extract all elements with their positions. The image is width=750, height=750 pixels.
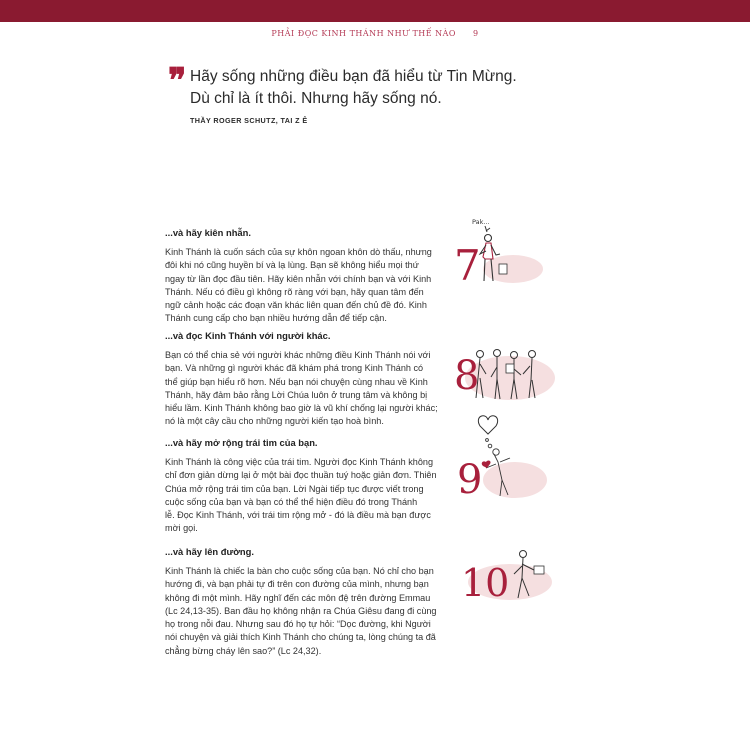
section-title: ...và hãy lên đường. — [165, 546, 254, 557]
body-line: không đi một mình. Hãy nghĩ đến các môn đệ trên đường Emmau — [165, 592, 431, 603]
body-line: Thánh, hãy đảm bảo rằng Lời Chúa luôn ở trung tâm và không bị — [165, 389, 428, 400]
body-line: ngữ cảnh hoặc các đoạn văn khác liên quan đến chủ đề đó. Kinh — [165, 300, 427, 311]
section-body — [165, 349, 450, 429]
body-line: Chúa mở rộng trái tim của bạn. Lời Ngài tiếp tục được viết trong — [165, 483, 424, 494]
section-number: 9 — [457, 457, 483, 503]
open-heart-icon — [450, 408, 560, 508]
body-line: Kinh Thánh là chiếc la bàn cho cuộc sống của bạn. Nó chỉ cho bạn — [165, 566, 434, 576]
section-9 — [165, 437, 450, 536]
section-title: ...và hãy kiên nhẫn. — [165, 227, 251, 238]
running-title: PHẢI ĐỌC KINH THÁNH NHƯ THẾ NÀO — [271, 29, 456, 38]
section-number: 10 — [461, 561, 510, 605]
quote-text — [190, 66, 517, 110]
header-bar — [0, 0, 750, 22]
quote-line: Hãy sống những điều bạn đã hiểu từ Tin Mừng. — [190, 68, 517, 85]
body-line: ngay từ lần đọc đầu tiên. Hãy kiên nhẫn với chính bạn và với Kinh — [165, 273, 432, 284]
quote-author: THẦY ROGER SCHUTZ, TAI Z Ê — [190, 116, 308, 125]
illustration-caption: Pak... — [472, 218, 490, 226]
body-line: hướng đi, và bạn phải tự đi trên con đường của mình, nhưng bạn — [165, 579, 429, 590]
section-number: 7 — [454, 241, 481, 290]
section-7 — [165, 227, 450, 326]
body-line: đôi khi nó cũng huyền bí và lạ lùng. Bạn sẽ không hiểu mọi thứ — [165, 260, 419, 271]
body-line: Kinh Thánh là cuốn sách của sự khôn ngoan khôn dò thấu, nhưng — [165, 247, 432, 257]
body-line: cuộc sống của bạn và bạn có thể thể hiện điều đó trong Thánh — [165, 496, 418, 507]
section-10 — [165, 546, 450, 658]
section-body — [165, 456, 450, 536]
section-body — [165, 565, 450, 658]
body-line: bạn. Và những gì người khác đã khám phá trong Kinh Thánh có — [165, 363, 424, 374]
body-line: chỉ đơn giản dừng lại ở một bài đọc thuần tuý hoặc giản đơn. Thiên — [165, 470, 437, 481]
body-line: chẳng bừng cháy lên sao?” (Lc 24,32). — [165, 645, 322, 656]
running-head — [0, 29, 750, 38]
body-line: Thánh. Nếu có điều gì không rõ ràng với bạn, hãy quan tâm đến — [165, 286, 424, 297]
body-line: Kinh Thánh là công việc của trái tim. Người đọc Kinh Thánh không — [165, 457, 434, 467]
walking-man-icon — [455, 548, 565, 608]
body-line: thể giúp bạn hiểu rõ hơn. Nếu bạn nói chuyện cùng nhau về Kinh — [165, 376, 428, 387]
quote-mark-icon: ❞ — [168, 61, 187, 101]
body-line: lễ. Đọc Kinh Thánh, với trái tim rộng mở - đó là điều mà bạn được — [165, 510, 431, 521]
section-body — [165, 246, 450, 326]
body-line: họ trong nỗi đau. Nhưng sau đó họ tự hỏi: “Dọc đường, khi Người — [165, 619, 431, 630]
body-line: nói chuyện và giải thích Kinh Thánh cho chúng ta, lòng chúng ta đã — [165, 632, 436, 643]
body-line: Thánh cung cấp cho bạn nhiều hướng dẫn để tiếp cận. — [165, 313, 387, 324]
body-line: mời gọi. — [165, 523, 198, 534]
quote-line: Dù chỉ là ít thôi. Nhưng hãy sống nó. — [190, 90, 442, 107]
section-number: 8 — [454, 353, 480, 399]
body-line: (Lc 24,13-35). Ban đầu họ không nhận ra Chúa Giêsu đang đi cùng — [165, 605, 437, 616]
body-line: Bạn có thể chia sẻ với người khác những điều Kinh Thánh nói với — [165, 350, 431, 360]
page-number: 9 — [473, 29, 479, 38]
thinking-man-icon — [455, 212, 555, 297]
body-line: hiểu lầm. Kinh Thánh không bao giờ là vũ khí chống lại người khác; — [165, 403, 438, 414]
section-8 — [165, 330, 450, 429]
section-title: ...và đọc Kinh Thánh với người khác. — [165, 330, 331, 341]
body-line: nó là một cây cầu cho những người kiến tạo hoà bình. — [165, 416, 384, 427]
group-reading-icon — [450, 340, 560, 410]
section-title: ...và hãy mở rộng trái tim của bạn. — [165, 437, 318, 448]
